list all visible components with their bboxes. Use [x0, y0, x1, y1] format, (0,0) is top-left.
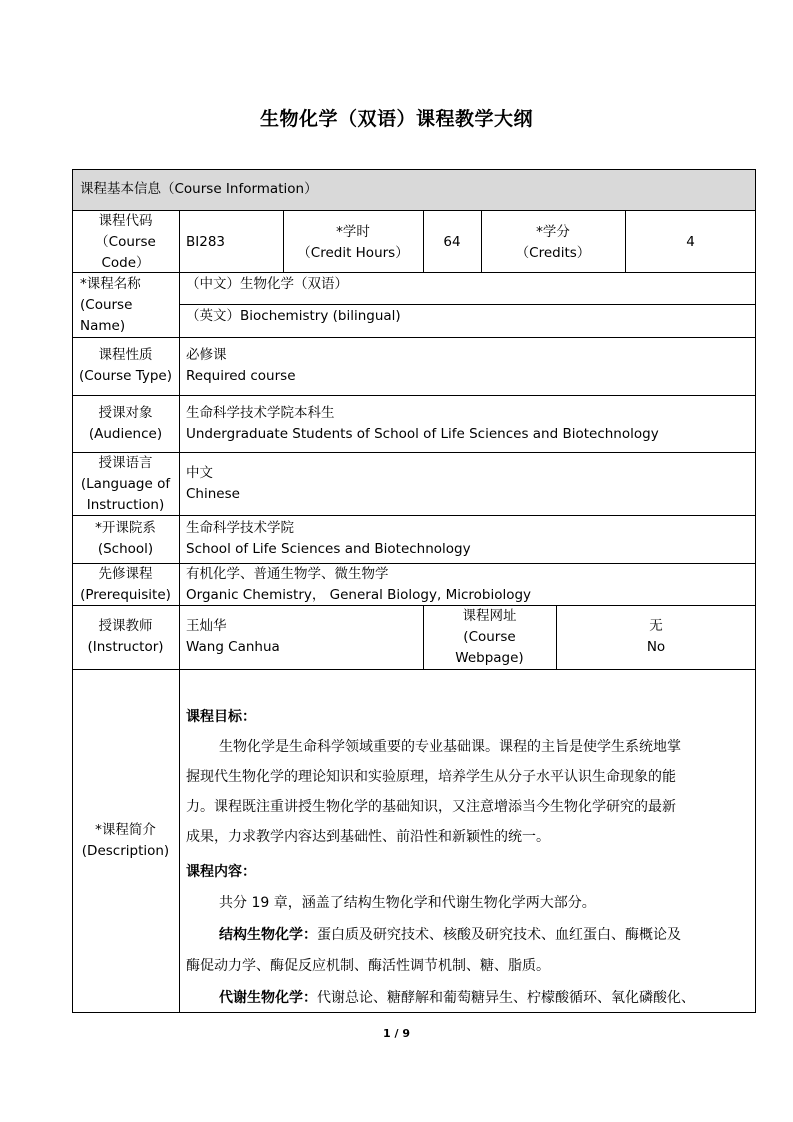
credit-hours-label: *学时 （Credit Hours）: [297, 224, 409, 261]
section-header: 课程基本信息（Course Information）: [80, 181, 318, 197]
metabolic-label: 代谢生物化学：: [219, 990, 317, 1006]
course-type-value: 必修课 Required course: [186, 347, 296, 384]
school-value: 生命科学技术学院 School of Life Sciences and Biotechnology: [186, 520, 471, 557]
course-name-english: （英文）Biochemistry (bilingual): [186, 308, 401, 324]
objective-line-1: 生物化学是生命科学领域重要的专业基础课。课程的主旨是使学生系统地掌: [219, 739, 681, 755]
structural-text: 蛋白质及研究技术、核酸及研究技术、血红蛋白、酶概论及: [317, 927, 681, 943]
description-label: *课程简介 (Description): [81, 822, 170, 859]
content-heading: 课程内容：: [186, 864, 256, 880]
audience-value: 生命科学技术学院本科生 Undergraduate Students of School of Life Sciences and Biotechnology: [186, 405, 659, 442]
instructor-label: 授课教师 (Instructor): [87, 618, 164, 655]
school-label: *开课院系 (School): [95, 520, 156, 557]
structural-line-1: [219, 920, 681, 950]
credits-label: *学分 （Credits）: [515, 224, 591, 261]
metabolic-text: 代谢总论、糖酵解和葡萄糖异生、柠檬酸循环、氧化磷酸化、: [317, 990, 695, 1006]
page-number: 1 / 9: [383, 1027, 410, 1040]
course-code-label: 课程代码 （Course Code）: [95, 213, 156, 271]
audience-label: 授课对象 (Audience): [88, 405, 163, 442]
prerequisite-label: 先修课程 (Prerequisite): [80, 566, 171, 603]
objective-line-3: 力。课程既注重讲授生物化学的基础知识，又注意增添当今生物化学研究的最新: [186, 799, 676, 815]
objective-line-4: 成果，力求教学内容达到基础性、前沿性和新颖性的统一。: [186, 829, 550, 845]
structural-label: 结构生物化学：: [219, 927, 317, 943]
structural-line-2: 酶促动力学、酶促反应机制、酶活性调节机制、糖、脂质。: [186, 958, 550, 974]
credit-hours-value: 64: [443, 234, 461, 250]
instructor-value: 王灿华 Wang Canhua: [186, 618, 280, 655]
objective-heading: 课程目标：: [186, 709, 256, 725]
document-title: 生物化学（双语）课程教学大纲: [259, 108, 533, 130]
course-name-label: *课程名称 (Course Name): [80, 276, 141, 334]
language-label: 授课语言 (Language of Instruction): [80, 455, 171, 513]
content-line: 共分 19 章，涵盖了结构生物化学和代谢生物化学两大部分。: [219, 895, 596, 911]
objective-line-2: 握现代生物化学的理论知识和实验原理，培养学生从分子水平认识生命现象的能: [186, 769, 676, 785]
credits-value: 4: [686, 234, 695, 250]
language-value: 中文 Chinese: [186, 465, 240, 502]
metabolic-line-1: [219, 983, 695, 1013]
course-name-chinese: （中文）生物化学（双语）: [186, 276, 348, 292]
webpage-label: 课程网址 (Course Webpage): [455, 608, 524, 666]
prerequisite-value: 有机化学、普通生物学、微生物学 Organic Chemistry， General Biology, Microbiology: [186, 566, 532, 603]
course-code-value: BI283: [186, 234, 226, 250]
course-type-label: 课程性质 (Course Type): [79, 347, 172, 384]
webpage-value: 无 No: [646, 618, 666, 655]
